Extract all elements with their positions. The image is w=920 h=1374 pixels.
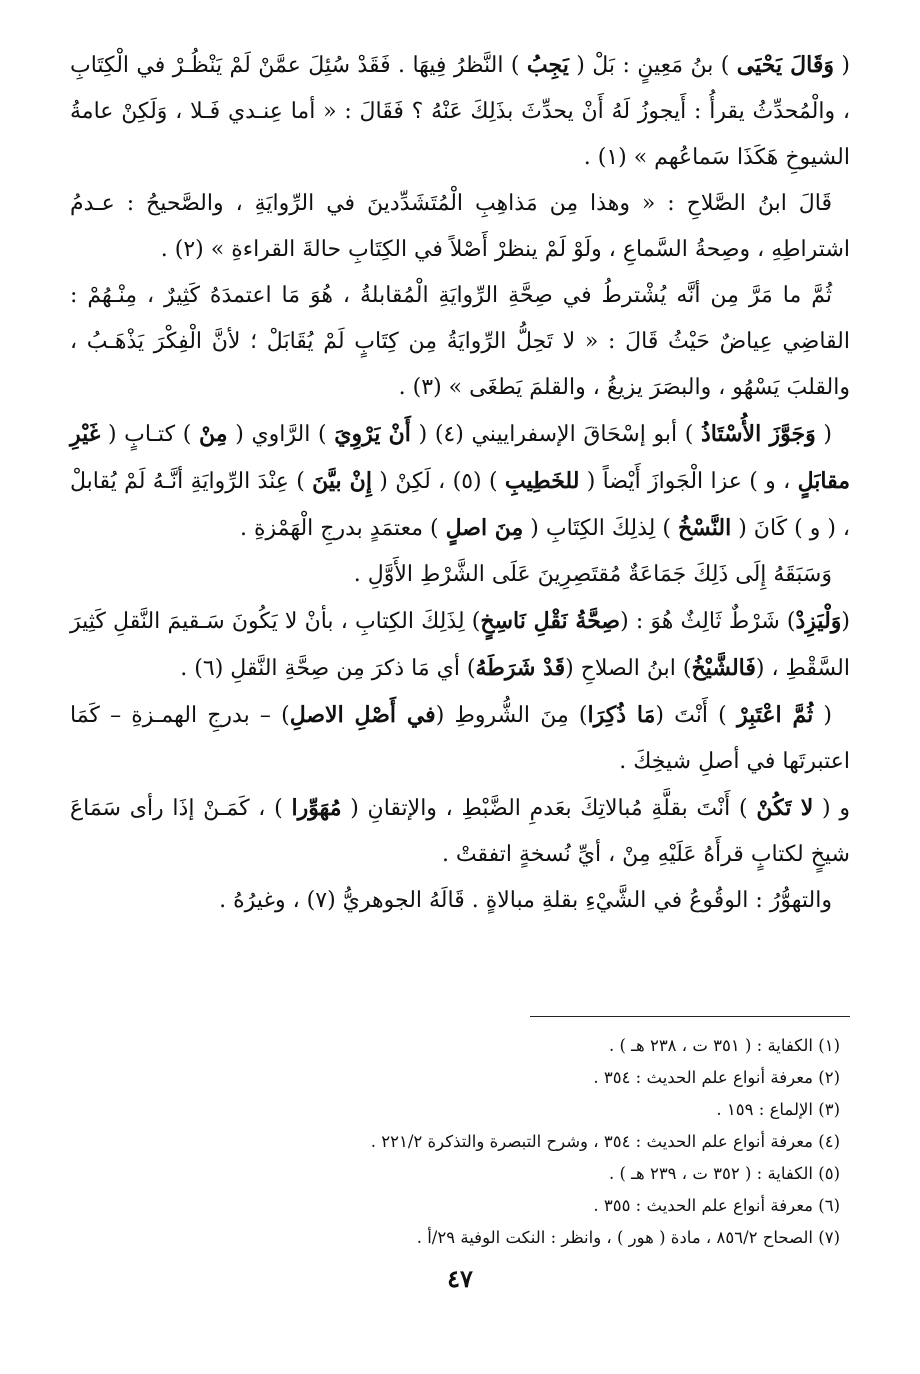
text-run: والتهوُّرُ : الوقُوعُ في الشَّيْءِ بقلةِ مبالاةٍ . قَالَهُ الجوهريُّ <box>335 888 832 913</box>
text-run: ) <box>481 469 505 494</box>
text-run: ) لِذَلِكَ الكِتابِ ، بأنْ لا يَكُونَ سَـقيمَ النَّقلِ كَثِيرَ السَّقْطِ ، ( <box>70 609 850 681</box>
text-run: ) شَرْطٌ ثَالِثٌ هُوَ : ( <box>620 609 796 634</box>
text-run: ) أي مَا ذكرَ مِن صِحَّةِ النَّقلِ <box>223 656 476 681</box>
text-run: . <box>180 656 195 681</box>
text-run: ( <box>410 422 435 447</box>
text-run: وَسَبَقَهُ إِلَى ذَلِكَ جَمَاعَةٌ مُقتَصِرِينَ عَلَى الشَّرْطِ الأَوَّلِ . <box>353 562 832 587</box>
text-run: ) أَنْتَ ( <box>655 703 737 728</box>
footnotes <box>70 1030 840 1254</box>
text-run: ( <box>841 609 850 634</box>
bold-term: مُهَوِّرا <box>291 795 342 821</box>
bold-term: وَلْيَزِدْ <box>795 608 842 634</box>
bold-term: النَّسْخُ <box>677 515 732 541</box>
text-run: ) مِنَ الشُّروطِ ( <box>435 703 588 728</box>
paragraph <box>70 785 850 878</box>
text-run: (١) <box>597 145 627 170</box>
text-run: . <box>583 145 598 170</box>
bold-term: ثُمَّ اعْتَبِرْ <box>736 702 814 728</box>
text-run: ، لَكِنْ ( <box>371 469 453 494</box>
footnote: (٣) الإلماع : ١٥٩ . <box>716 1100 840 1119</box>
paragraph <box>70 42 850 181</box>
bold-term: قَدْ شَرَطَهُ <box>475 655 566 681</box>
paragraph <box>70 181 850 273</box>
main-text <box>70 42 850 924</box>
bold-term: صِحَّةُ نَقْلِ نَاسِخٍ <box>480 608 621 634</box>
text-run: (٧) <box>306 888 336 913</box>
text-run: (٣) <box>412 375 442 400</box>
text-run: و ( <box>813 796 850 821</box>
bold-term: إِنْ بيَّنَ <box>312 468 372 494</box>
text-run: ، و ) عزا الْجَوازَ أَيْضاً ( <box>579 469 798 494</box>
text-run: (٤) <box>434 422 464 447</box>
text-run: ( <box>813 703 832 728</box>
footnote: (٦) معرفة أنواع علم الحديث : ٣٥٥ . <box>593 1196 840 1215</box>
text-run: ) الرَّاوي ( <box>227 422 335 447</box>
text-run: ( <box>815 422 832 447</box>
footnote: (٤) معرفة أنواع علم الحديث : ٣٥٤ ، وشرح التبصرة والتذكرة ٢٢١/٢ . <box>370 1132 840 1151</box>
paragraph <box>70 411 850 552</box>
bold-term: وَقَالَ يَحْيَى <box>736 52 834 78</box>
footnote: (٧) الصحاح ٨٥٦/٢ ، مادة ( هور ) ، وانظر : النكت الوفية ٢٩/أ . <box>416 1228 840 1247</box>
bold-term: أَنْ يَرْوِيَ <box>334 421 411 447</box>
text-run: ) كتـابٍ ( <box>100 422 200 447</box>
paragraph <box>70 878 850 924</box>
bold-term: لا تَكُنْ <box>756 795 814 821</box>
text-run: ) لِذلِكَ الكِتَابِ ( <box>523 516 678 541</box>
text-run: ثُمَّ ما مَرَّ مِن أنَّه يُشْترطُ في صِحَّةِ الرِّوايَةِ الْمُقابلةُ ، هُوَ مَا اعتمدَهُ كَثِيرٌ ، مِنْـهُمْ : القاضِي عِياضٌ حَيْثُ قَالَ : « لا تَحِلُّ الرِّوايَةُ مِن كِتَابٍ لَمْ يُقَابَلْ ؛ لأنَّ الْفِكْرَ يَذْهَـبُ ، والقلبَ يَسْهُو ، والبصَرَ يزيغُ ، والقلمَ يَطغَى » <box>70 283 850 400</box>
bold-term: فَالشَّيْخُ <box>691 655 756 681</box>
bold-term: مِنْ <box>199 421 228 447</box>
text-run: (٢) <box>174 237 204 262</box>
text-run: قَالَ ابنُ الصَّلاحِ : « وهذا مِن مَذاهِبِ الْمُتَشَدِّدينَ في الرِّوايَةِ ، والصَّحيحُ : عـدمُ اشتراطِهِ ، وصِحةُ السَّماعِ ، ولَوْ لَمْ ينظرْ أَصْلاً في الكِتَابِ حالةَ القراءةِ » <box>70 191 850 262</box>
footnote: (١) الكفاية : ( ٣٥١ ت ، ٢٣٨ هـ ) . <box>609 1036 840 1055</box>
bold-term: مَا ذُكِرَا <box>587 702 656 728</box>
text-run: ) أبو إسْحَاقَ الإسفراييني <box>463 422 701 447</box>
footnote: (٢) معرفة أنواع علم الحديث : ٣٥٤ . <box>593 1068 840 1087</box>
text-run: ( <box>834 53 850 78</box>
bold-term: غَيْرِ مقابَلٍ <box>70 421 850 494</box>
paragraph <box>70 598 850 692</box>
page-number: ٤٧ <box>447 1264 473 1293</box>
paragraph <box>70 692 850 785</box>
text-run: ) عِنْدَ الرِّوايَةِ أنَّـهُ لَمْ يُقابلْ ، ( و ) كَانَ ( <box>70 469 850 541</box>
text-run: (٦) <box>194 656 224 681</box>
footnote: (٥) الكفاية : ( ٣٥٢ ت ، ٢٣٩ هـ ) . <box>609 1164 840 1183</box>
text-run: ) – بدرجِ الهمـزةِ – كَمَا اعتبرتَها في أصلِ شيخِكَ . <box>70 703 850 774</box>
paragraph <box>70 273 850 411</box>
footnote-divider <box>530 1016 850 1017</box>
text-run: ، وغيرُهُ . <box>219 888 307 913</box>
text-run: ) معتمَدٍ بدرجِ الْهَمْزةِ . <box>239 516 446 541</box>
text-run: ) بنُ مَعِينٍ : بَلْ ( <box>568 53 737 78</box>
bold-term: للخَطِيبِ <box>504 468 580 494</box>
text-run: . <box>160 237 175 262</box>
text-run: . <box>398 375 413 400</box>
bold-term: يَجِبُ <box>526 52 569 78</box>
text-run: (٥) <box>452 469 482 494</box>
text-run: ) أَنْتَ بقلَّةِ مُبالاتِكَ بعَدمِ الضَّبْطِ ، والإتقانِ ( <box>341 796 757 821</box>
bold-term: مِنَ اصلٍ <box>445 515 524 541</box>
text-run: ) النَّظرُ فِيهَا . فَقَدْ سُئِلَ عمَّنْ لَمْ يَنْظُـرْ في الْكِتَابِ ، والْمُحدِّثُ يقرأُ : أَيجوزُ لَهُ أَنْ يحدِّثَ بذَلِكَ عَنْهُ ؟ فَقَالَ : « أما عِنـدي فَـلا ، وَلَكِنْ عامةُ الشيوخِ هَكَذَا سَماعُهم » <box>70 53 850 170</box>
bold-term: في أَصْلِ الاصلِ <box>289 702 436 728</box>
text-run: ) ، كَمَـنْ إذَا رأى سَمَاعَ شيخٍ لكتابٍ قرأَهُ عَلَيْهِ مِنْ ، أيِّ نُسخةٍ اتفقتْ . <box>70 796 850 867</box>
bold-term: وَجَوَّزَ الأُسْتَاذُ <box>700 421 816 447</box>
paragraph <box>70 552 850 598</box>
text-run: ) ابنُ الصلاحِ ( <box>565 656 692 681</box>
